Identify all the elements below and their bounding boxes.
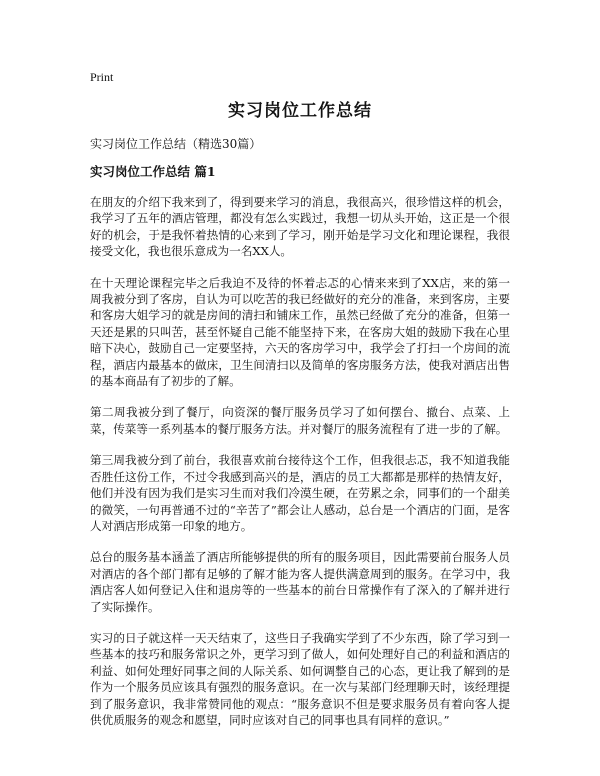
paragraph-4: 第三周我被分到了前台，我很喜欢前台接待这个工作，但我很忐忑，我不知道我能否胜任这份工作，不过令我感到高兴的是，酒店的员工大都都是那样的热情友好，他们并没有因为我们是实习生而对我们冷漠生硬，在劳累之余，同事们的一个甜美的微笑，一句再普通不过的“辛苦了”都会让人感动，总台是一个酒店的门面，是客人对酒店形成第一印象的地方。: [90, 453, 510, 533]
document-subtitle: 实习岗位工作总结（精选30篇）: [90, 137, 262, 151]
paragraph-3: 第二周我被分到了餐厅，向资深的餐厅服务员学习了如何摆台、撤台、点菜、上菜，传菜等一系列基本的餐厅服务方法。并对餐厅的服务流程有了进一步的了解。: [90, 405, 510, 436]
document-title: 实习岗位工作总结: [228, 101, 372, 121]
paragraph-5: 总台的服务基本涵盖了酒店所能够提供的所有的服务项目，因此需要前台服务人员对酒店的各个部门都有足够的了解才能为客人提供满意周到的服务。在学习中，我酒店客人如何登记入住和退房等的一些基本的前台日常操作有了深入的了解并进行了实际操作。: [90, 550, 510, 614]
paragraph-6: 实习的日子就这样一天天结束了，这些日子我确实学到了不少东西，除了学习到一些基本的技巧和服务常识之外，更学习到了做人，如何处理好自己的利益和酒店的利益、如何处理好同事之间的人际关系、如何调整自己的心态，更让我了解到的是作为一个服务员应该具有强烈的服务意识。在一次与某部门经理聊天时，该经理提到了服务意识，我非常赞同他的观点：“服务意识不但是要求服务员有着向客人提供优质服务的观念和愿望，同时应该对自己的同事也具有同样的意识。”: [90, 630, 510, 727]
section-heading: 实习岗位工作总结 篇1: [90, 164, 216, 179]
paragraph-1: 在朋友的介绍下我来到了，得到要来学习的消息，我很高兴，很珍惜这样的机会，我学习了五年的酒店管理，都没有怎么实践过，我想一切从头开始，这正是一个很好的机会，于是我怀着热情的心来到了学习，刚开始是学习文化和理论课程，我很接受文化，我也很乐意成为一名XX人。: [90, 195, 510, 259]
paragraph-2: 在十天理论课程完毕之后我迫不及待的怀着忐忑的心情来来到了XX店，来的第一周我被分到了客房，自认为可以吃苦的我已经做好的充分的准备，来到客房，主要和客房大姐学习的就是房间的清扫和铺床工作，虽然已经做了充分的准备，但第一天还是累的只叫苦，甚至怀疑自己能不能坚持下来，在客房大姐的鼓励下我在心里暗下决心，鼓励自己一定要坚持，六天的客房学习中，我学会了打扫一个房间的流程，酒店内最基本的做床，卫生间清扫以及简单的客房服务方法，使我对酒店出售的基本商品有了初步的了解。: [90, 275, 510, 389]
print-label: Print: [90, 70, 114, 84]
